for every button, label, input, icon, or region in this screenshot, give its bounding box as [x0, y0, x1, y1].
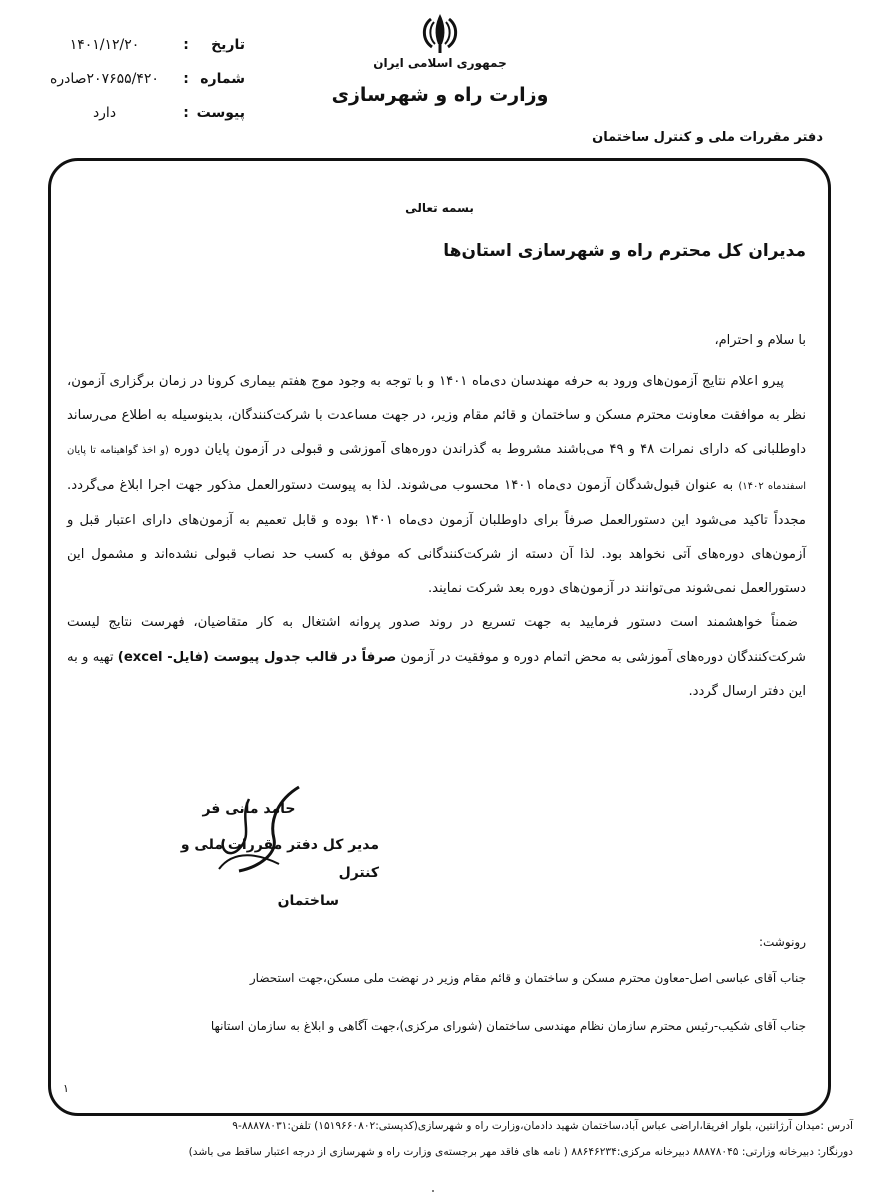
attachment-value: دارد	[92, 105, 117, 121]
office-title: دفتر مقررات ملی و کنترل ساختمان	[592, 130, 823, 145]
ministry-title: وزارت راه و شهرسازی	[331, 84, 549, 106]
basmala: بسمه تعالی	[405, 201, 474, 215]
page-number: ۱	[63, 1082, 69, 1095]
footer-fax: دورنگار: دبیرخانه وزارتی: ۸۸۸۷۸۰۴۵ دبیرخانه مرکزی:۸۸۶۴۶۲۳۴ ( نامه های فاقد مهر برجسته‌ی وزارت راه و شهرسازی از درجه اعتبار ساقط می باشد)	[188, 1146, 853, 1158]
cc-label: رونوشت:	[758, 935, 806, 949]
footer-address: آدرس :میدان آرژانتین، بلوار افریقا،اراضی عباس آباد،ساختمان شهید دادمان،وزارت راه و شهرسازی(کدپستی:۱۵۱۹۶۶۰۸۰۲) تلفن:۸۸۸۷۸۰۳۱-۹	[232, 1120, 853, 1132]
number-label: شماره	[200, 71, 245, 87]
signatory-title: مدیر کل دفتر مقررات ملی و کنترل ساختمان	[180, 837, 379, 909]
number-value: ۲۰۷۶۵۵/۴۲۰صادره	[50, 71, 159, 87]
letter-frame	[48, 158, 831, 1116]
signature-block	[139, 801, 379, 915]
date-label: تاریخ	[211, 37, 245, 53]
iran-emblem-icon	[410, 10, 470, 56]
republic-title: جمهوری اسلامی ایران	[373, 56, 507, 70]
greeting: با سلام و احترام،	[714, 333, 806, 348]
cc-item: جناب آقای عباسی اصل-معاون محترم مسکن و ساختمان و قائم مقام وزیر در نهضت ملی مسکن،جهت استحضار	[249, 971, 806, 985]
number-row: شماره : ۲۰۷۶۵۵/۴۲۰صادره	[30, 62, 245, 96]
attachment-row: پیوست : دارد	[30, 96, 245, 130]
paragraph-2: ضمناً خواهشمند است دستور فرمایید به جهت تسریع در روند صدور پروانه اشتغال به کار متقاضیان، فهرست نتایج لیست شرکت‌کنندگان دوره‌های آموزشی به محض اتمام دوره و موفقیت در آزمون صرفاً در قالب جدول پیوست (فایل- excel) تهیه و به این دفتر ارسال گردد.	[67, 615, 806, 699]
date-value: ۱۴۰۱/۱۲/۲۰	[69, 37, 140, 53]
recipient: مدیران کل محترم راه و شهرسازی استان‌ها	[443, 241, 806, 261]
letter-metadata	[30, 28, 245, 130]
attachment-label: پیوست	[196, 105, 245, 121]
excel-instruction: صرفاً در قالب جدول پیوست (فایل- excel)	[117, 649, 397, 665]
letter-body	[67, 365, 806, 709]
cc-item: جناب آقای شکیب-رئیس محترم سازمان نظام مهندسی ساختمان (شورای مرکزی)،جهت آگاهی و ابلاغ به سازمان استانها	[210, 1019, 806, 1033]
signatory-name: حامد مانی فر	[202, 801, 296, 817]
date-row: تاریخ : ۱۴۰۱/۱۲/۲۰	[30, 28, 245, 62]
paragraph-1: پیرو اعلام نتایج آزمون‌های ورود به حرفه مهندسان دی‌ماه ۱۴۰۱ و با توجه به وجود موج هفتم بیماری کرونا در زمان برگزاری آزمون، نظر به موافقت معاونت محترم مسکن و ساختمان و قائم مقام وزیر، در جهت مساعدت با شرکت‌کنندگان، بدینوسیله به اطلاع می‌رساند داوطلبانی که دارای نمرات ۴۸ و ۴۹ می‌باشند مشروط به گذراندن دوره‌های آموزشی و قبولی در آزمون پایان دوره (و اخذ گواهینامه تا پایان اسفندماه ۱۴۰۲) به عنوان قبول‌شدگان آزمون دی‌ماه ۱۴۰۱ محسوب می‌شوند. لذا به پیوست دستورالعمل مذکور جهت اجرا ابلاغ می‌گردد. مجدداً تاکید می‌شود این دستورالعمل صرفاً برای داوطلبان آزمون دی‌ماه ۱۴۰۱ بوده و قابل تعمیم به آزمون‌های دارای اعتبار قبل و آزمون‌های دوره‌های آتی نخواهد بود. لذا آن دسته از شرکت‌کنندگانی که موفق به کسب حد نصاب قبولی نشده‌اند و مشمول این دستورالعمل نمی‌شوند می‌توانند در آزمون‌های دوره بعد شرکت نمایند.	[67, 374, 807, 597]
certificate-note: (و اخذ گواهینامه تا پایان اسفندماه ۱۴۰۲)	[67, 445, 806, 492]
